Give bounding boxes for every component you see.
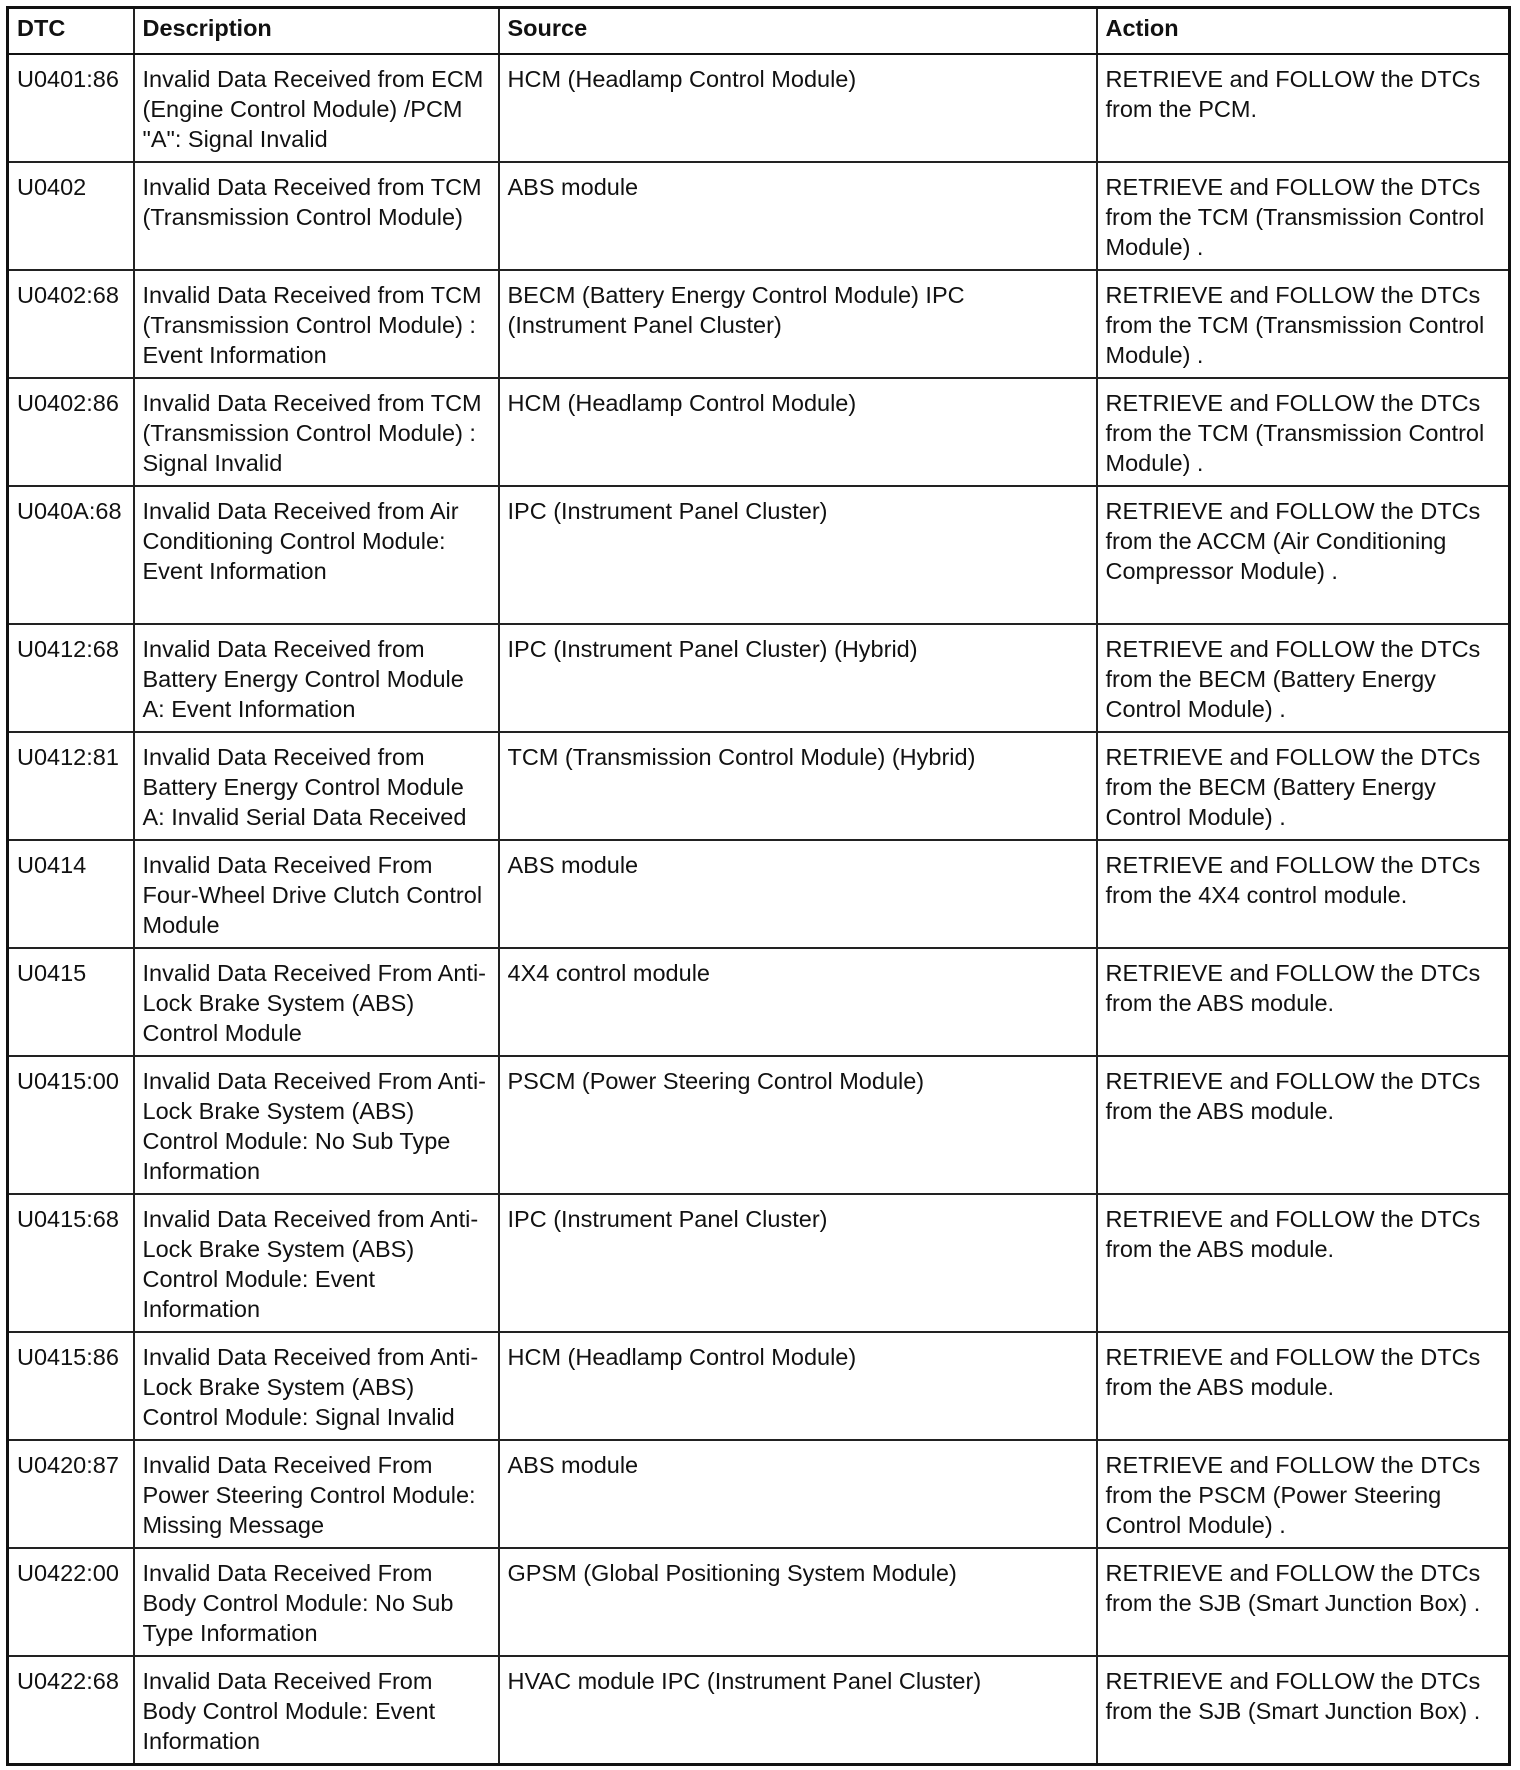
source-cell: ABS module xyxy=(499,840,1097,948)
table-row xyxy=(8,270,1510,378)
description-cell: Invalid Data Received from Battery Energy Control Module A: Invalid Serial Data Received xyxy=(134,732,499,840)
source-cell: HCM (Headlamp Control Module) xyxy=(499,378,1097,486)
header-action: Action xyxy=(1097,8,1510,55)
source-cell: TCM (Transmission Control Module) (Hybrid) xyxy=(499,732,1097,840)
source-cell: GPSM (Global Positioning System Module) xyxy=(499,1548,1097,1656)
description-cell: Invalid Data Received from TCM (Transmission Control Module) : Signal Invalid xyxy=(134,378,499,486)
table-row xyxy=(8,54,1510,162)
source-cell: 4X4 control module xyxy=(499,948,1097,1056)
source-cell: HCM (Headlamp Control Module) xyxy=(499,1332,1097,1440)
action-cell: RETRIEVE and FOLLOW the DTCs from the 4X4 control module. xyxy=(1097,840,1510,948)
source-cell: HVAC module IPC (Instrument Panel Cluster) xyxy=(499,1656,1097,1764)
table-row xyxy=(8,486,1510,624)
action-cell: RETRIEVE and FOLLOW the DTCs from the ACCM (Air Conditioning Compressor Module) . xyxy=(1097,486,1510,624)
description-cell: Invalid Data Received From Body Control Module: No Sub Type Information xyxy=(134,1548,499,1656)
description-cell: Invalid Data Received From Anti-Lock Brake System (ABS) Control Module: No Sub Type Information xyxy=(134,1056,499,1194)
description-cell: Invalid Data Received from Air Conditioning Control Module: Event Information xyxy=(134,486,499,624)
table-row xyxy=(8,378,1510,486)
source-cell: IPC (Instrument Panel Cluster) (Hybrid) xyxy=(499,624,1097,732)
description-cell: Invalid Data Received from Anti-Lock Brake System (ABS) Control Module: Signal Invalid xyxy=(134,1332,499,1440)
description-cell: Invalid Data Received from Battery Energy Control Module A: Event Information xyxy=(134,624,499,732)
dtc-code: U0415:86 xyxy=(8,1332,134,1440)
source-cell: IPC (Instrument Panel Cluster) xyxy=(499,1194,1097,1332)
action-cell: RETRIEVE and FOLLOW the DTCs from the SJB (Smart Junction Box) . xyxy=(1097,1548,1510,1656)
action-cell: RETRIEVE and FOLLOW the DTCs from the ABS module. xyxy=(1097,948,1510,1056)
table-row xyxy=(8,1332,1510,1440)
action-cell: RETRIEVE and FOLLOW the DTCs from the ABS module. xyxy=(1097,1332,1510,1440)
action-cell: RETRIEVE and FOLLOW the DTCs from the SJB (Smart Junction Box) . xyxy=(1097,1656,1510,1764)
description-cell: Invalid Data Received From Anti-Lock Brake System (ABS) Control Module xyxy=(134,948,499,1056)
dtc-code: U0402 xyxy=(8,162,134,270)
dtc-code: U0420:87 xyxy=(8,1440,134,1548)
dtc-code: U0412:68 xyxy=(8,624,134,732)
dtc-code: U0414 xyxy=(8,840,134,948)
dtc-code: U0402:68 xyxy=(8,270,134,378)
source-cell: HCM (Headlamp Control Module) xyxy=(499,54,1097,162)
dtc-code: U0402:86 xyxy=(8,378,134,486)
action-cell: RETRIEVE and FOLLOW the DTCs from the ABS module. xyxy=(1097,1056,1510,1194)
table-row xyxy=(8,1656,1510,1764)
description-cell: Invalid Data Received from TCM (Transmission Control Module) xyxy=(134,162,499,270)
table-row xyxy=(8,1440,1510,1548)
action-cell: RETRIEVE and FOLLOW the DTCs from the TCM (Transmission Control Module) . xyxy=(1097,378,1510,486)
table-row xyxy=(8,840,1510,948)
action-cell: RETRIEVE and FOLLOW the DTCs from the BECM (Battery Energy Control Module) . xyxy=(1097,624,1510,732)
source-cell: PSCM (Power Steering Control Module) xyxy=(499,1056,1097,1194)
action-cell: RETRIEVE and FOLLOW the DTCs from the ABS module. xyxy=(1097,1194,1510,1332)
header-row xyxy=(8,8,1510,55)
dtc-code: U0415 xyxy=(8,948,134,1056)
dtc-code: U040A:68 xyxy=(8,486,134,624)
header-description: Description xyxy=(134,8,499,55)
action-cell: RETRIEVE and FOLLOW the DTCs from the TCM (Transmission Control Module) . xyxy=(1097,270,1510,378)
dtc-code: U0401:86 xyxy=(8,54,134,162)
action-cell: RETRIEVE and FOLLOW the DTCs from the PSCM (Power Steering Control Module) . xyxy=(1097,1440,1510,1548)
dtc-code: U0412:81 xyxy=(8,732,134,840)
action-cell: RETRIEVE and FOLLOW the DTCs from the TCM (Transmission Control Module) . xyxy=(1097,162,1510,270)
description-cell: Invalid Data Received from Anti-Lock Brake System (ABS) Control Module: Event Information xyxy=(134,1194,499,1332)
table-row xyxy=(8,732,1510,840)
source-cell: ABS module xyxy=(499,162,1097,270)
description-cell: Invalid Data Received From Power Steering Control Module: Missing Message xyxy=(134,1440,499,1548)
table-row xyxy=(8,948,1510,1056)
description-cell: Invalid Data Received From Four-Wheel Drive Clutch Control Module xyxy=(134,840,499,948)
source-cell: ABS module xyxy=(499,1440,1097,1548)
description-cell: Invalid Data Received from ECM (Engine Control Module) /PCM "A": Signal Invalid xyxy=(134,54,499,162)
dtc-table xyxy=(6,6,1511,1766)
dtc-code: U0415:68 xyxy=(8,1194,134,1332)
action-cell: RETRIEVE and FOLLOW the DTCs from the BECM (Battery Energy Control Module) . xyxy=(1097,732,1510,840)
source-cell: IPC (Instrument Panel Cluster) xyxy=(499,486,1097,624)
header-dtc: DTC xyxy=(8,8,134,55)
dtc-code: U0422:00 xyxy=(8,1548,134,1656)
table-row xyxy=(8,1056,1510,1194)
dtc-code: U0415:00 xyxy=(8,1056,134,1194)
header-source: Source xyxy=(499,8,1097,55)
table-row xyxy=(8,162,1510,270)
source-cell: BECM (Battery Energy Control Module) IPC (Instrument Panel Cluster) xyxy=(499,270,1097,378)
description-cell: Invalid Data Received from TCM (Transmission Control Module) : Event Information xyxy=(134,270,499,378)
table-row xyxy=(8,1194,1510,1332)
action-cell: RETRIEVE and FOLLOW the DTCs from the PCM. xyxy=(1097,54,1510,162)
description-cell: Invalid Data Received From Body Control Module: Event Information xyxy=(134,1656,499,1764)
dtc-code: U0422:68 xyxy=(8,1656,134,1764)
table-row xyxy=(8,624,1510,732)
table-row xyxy=(8,1548,1510,1656)
